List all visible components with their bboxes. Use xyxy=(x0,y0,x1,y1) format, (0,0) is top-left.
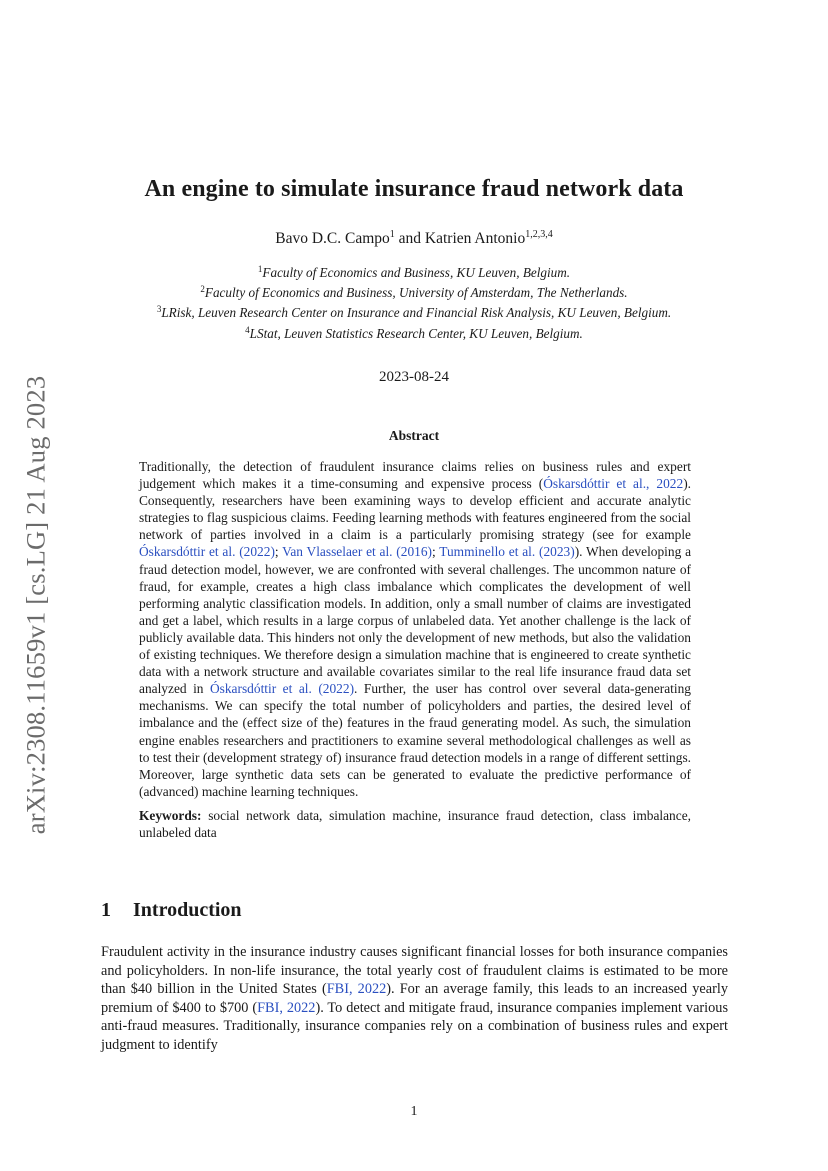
affiliations xyxy=(0,261,828,342)
author-affil-marker: 1 xyxy=(389,229,395,240)
affiliation: $^3$LRisk, Leuven Research Center on Insurance and Financial Risk Analysis, KU Leuven, Belgium. xyxy=(156,304,672,321)
page-number: 1 xyxy=(410,1104,418,1119)
author-conjunction: and xyxy=(394,230,425,247)
author-name: Bavo D.C. Campo xyxy=(275,230,390,247)
introduction-body xyxy=(101,943,728,1055)
citation-link[interactable]: FBI, 2022 xyxy=(257,999,316,1016)
citation-link[interactable]: Tumminello et al. (2023) xyxy=(439,544,575,560)
affiliation: $^1$Faculty of Economics and Business, KU Leuven, Belgium. xyxy=(257,264,571,280)
affiliation: $^2$Faculty of Economics and Business, University of Amsterdam, The Netherlands. xyxy=(200,284,628,301)
publication-date: 2023-08-24 xyxy=(379,369,449,385)
section-title: Introduction xyxy=(133,899,242,921)
author-affil-marker: 1,2,3,4 xyxy=(525,229,553,240)
citation-link[interactable]: Óskarsdóttir et al. (2022) xyxy=(139,544,275,560)
affiliation: $^4$LStat, Leuven Statistics Research Center, KU Leuven, Belgium. xyxy=(245,324,583,341)
citation-link[interactable]: FBI, 2022 xyxy=(326,981,387,998)
section-number: 1 xyxy=(101,899,111,921)
keywords-label: Keywords: xyxy=(139,807,202,823)
citation-link[interactable]: Van Vlasselaer et al. (2016) xyxy=(282,544,432,560)
arxiv-identifier: arXiv:2308.11659v1 [cs.LG] 21 Aug 2023 xyxy=(20,375,51,835)
keywords xyxy=(139,807,691,841)
citation-link[interactable]: Óskarsdóttir et al., 2022 xyxy=(543,476,684,492)
paper-title: An engine to simulate insurance fraud network data xyxy=(144,176,684,202)
body-paragraph: Fraudulent activity in the insurance industry causes significant financial losses for both insurance companies and policyholders. In non-life insurance, the total yearly cost of fraudulent claims is estimated to be more than $40 billion in the United States (FBI, 2022). For an average family, this leads to an increased yearly premium of $400 to $700 (FBI, 2022). To detect and mitigate fraud, insurance companies implement various anti-fraud measures. Traditionally, insurance companies rely on a combination of business rules and expert judgment to identify xyxy=(101,944,729,1053)
abstract-heading: Abstract xyxy=(388,428,440,443)
abstract-paragraph: Traditionally, the detection of fraudulent insurance claims relies on business rules and expert judgement which makes it a time-consuming and expensive process (Óskarsdóttir et al., 2022). Consequently, researchers have been examining ways to develop efficient and accurate analytic strategies to flag suspicious claims. Feeding learning methods with features engineered from the social network of parties involved in a claim is a particularly promising strategy (see for example Óskarsdóttir et al. (2022); Van Vlasselaer et al. (2016); Tumminello et al. (2023)). When developing a fraud detection model, however, we are confronted with several challenges. The uncommon nature of fraud, for example, creates a high class imbalance which complicates the development of well performing analytic classification models. In addition, only a small number of claims are investigated and get a label, which results in a large corpus of unlabeled data. Yet another challenge is the lack of publicly available data. This hinders not only the development of new methods, but also the validation of existing techniques. We therefore design a simulation machine that is engineered to create synthetic data with a network structure and available covariates similar to the real life insurance fraud data set analyzed in Óskarsdóttir et al. (2022). Further, the user has control over several data-generating mechanisms. We can specify the total number of policyholders and parties, the desired level of imbalance and the (effect size of the) features in the fraud generating model. As such, the simulation engine enables researchers and practitioners to examine several methodological challenges as well as to test their (development strategy of) insurance fraud detection models in a range of different settings. Moreover, large synthetic data sets can be generated to evaluate the predictive performance of (advanced) machine learning techniques. xyxy=(139,459,692,799)
abstract-body xyxy=(139,458,691,841)
keywords-text: social network data, simulation machine, insurance fraud detection, class imbalance, unlabeled data xyxy=(139,807,691,840)
section-heading xyxy=(101,899,242,922)
author-name: Katrien Antonio xyxy=(424,230,526,247)
citation-link[interactable]: Óskarsdóttir et al. (2022) xyxy=(209,681,355,697)
author-line xyxy=(0,229,828,248)
